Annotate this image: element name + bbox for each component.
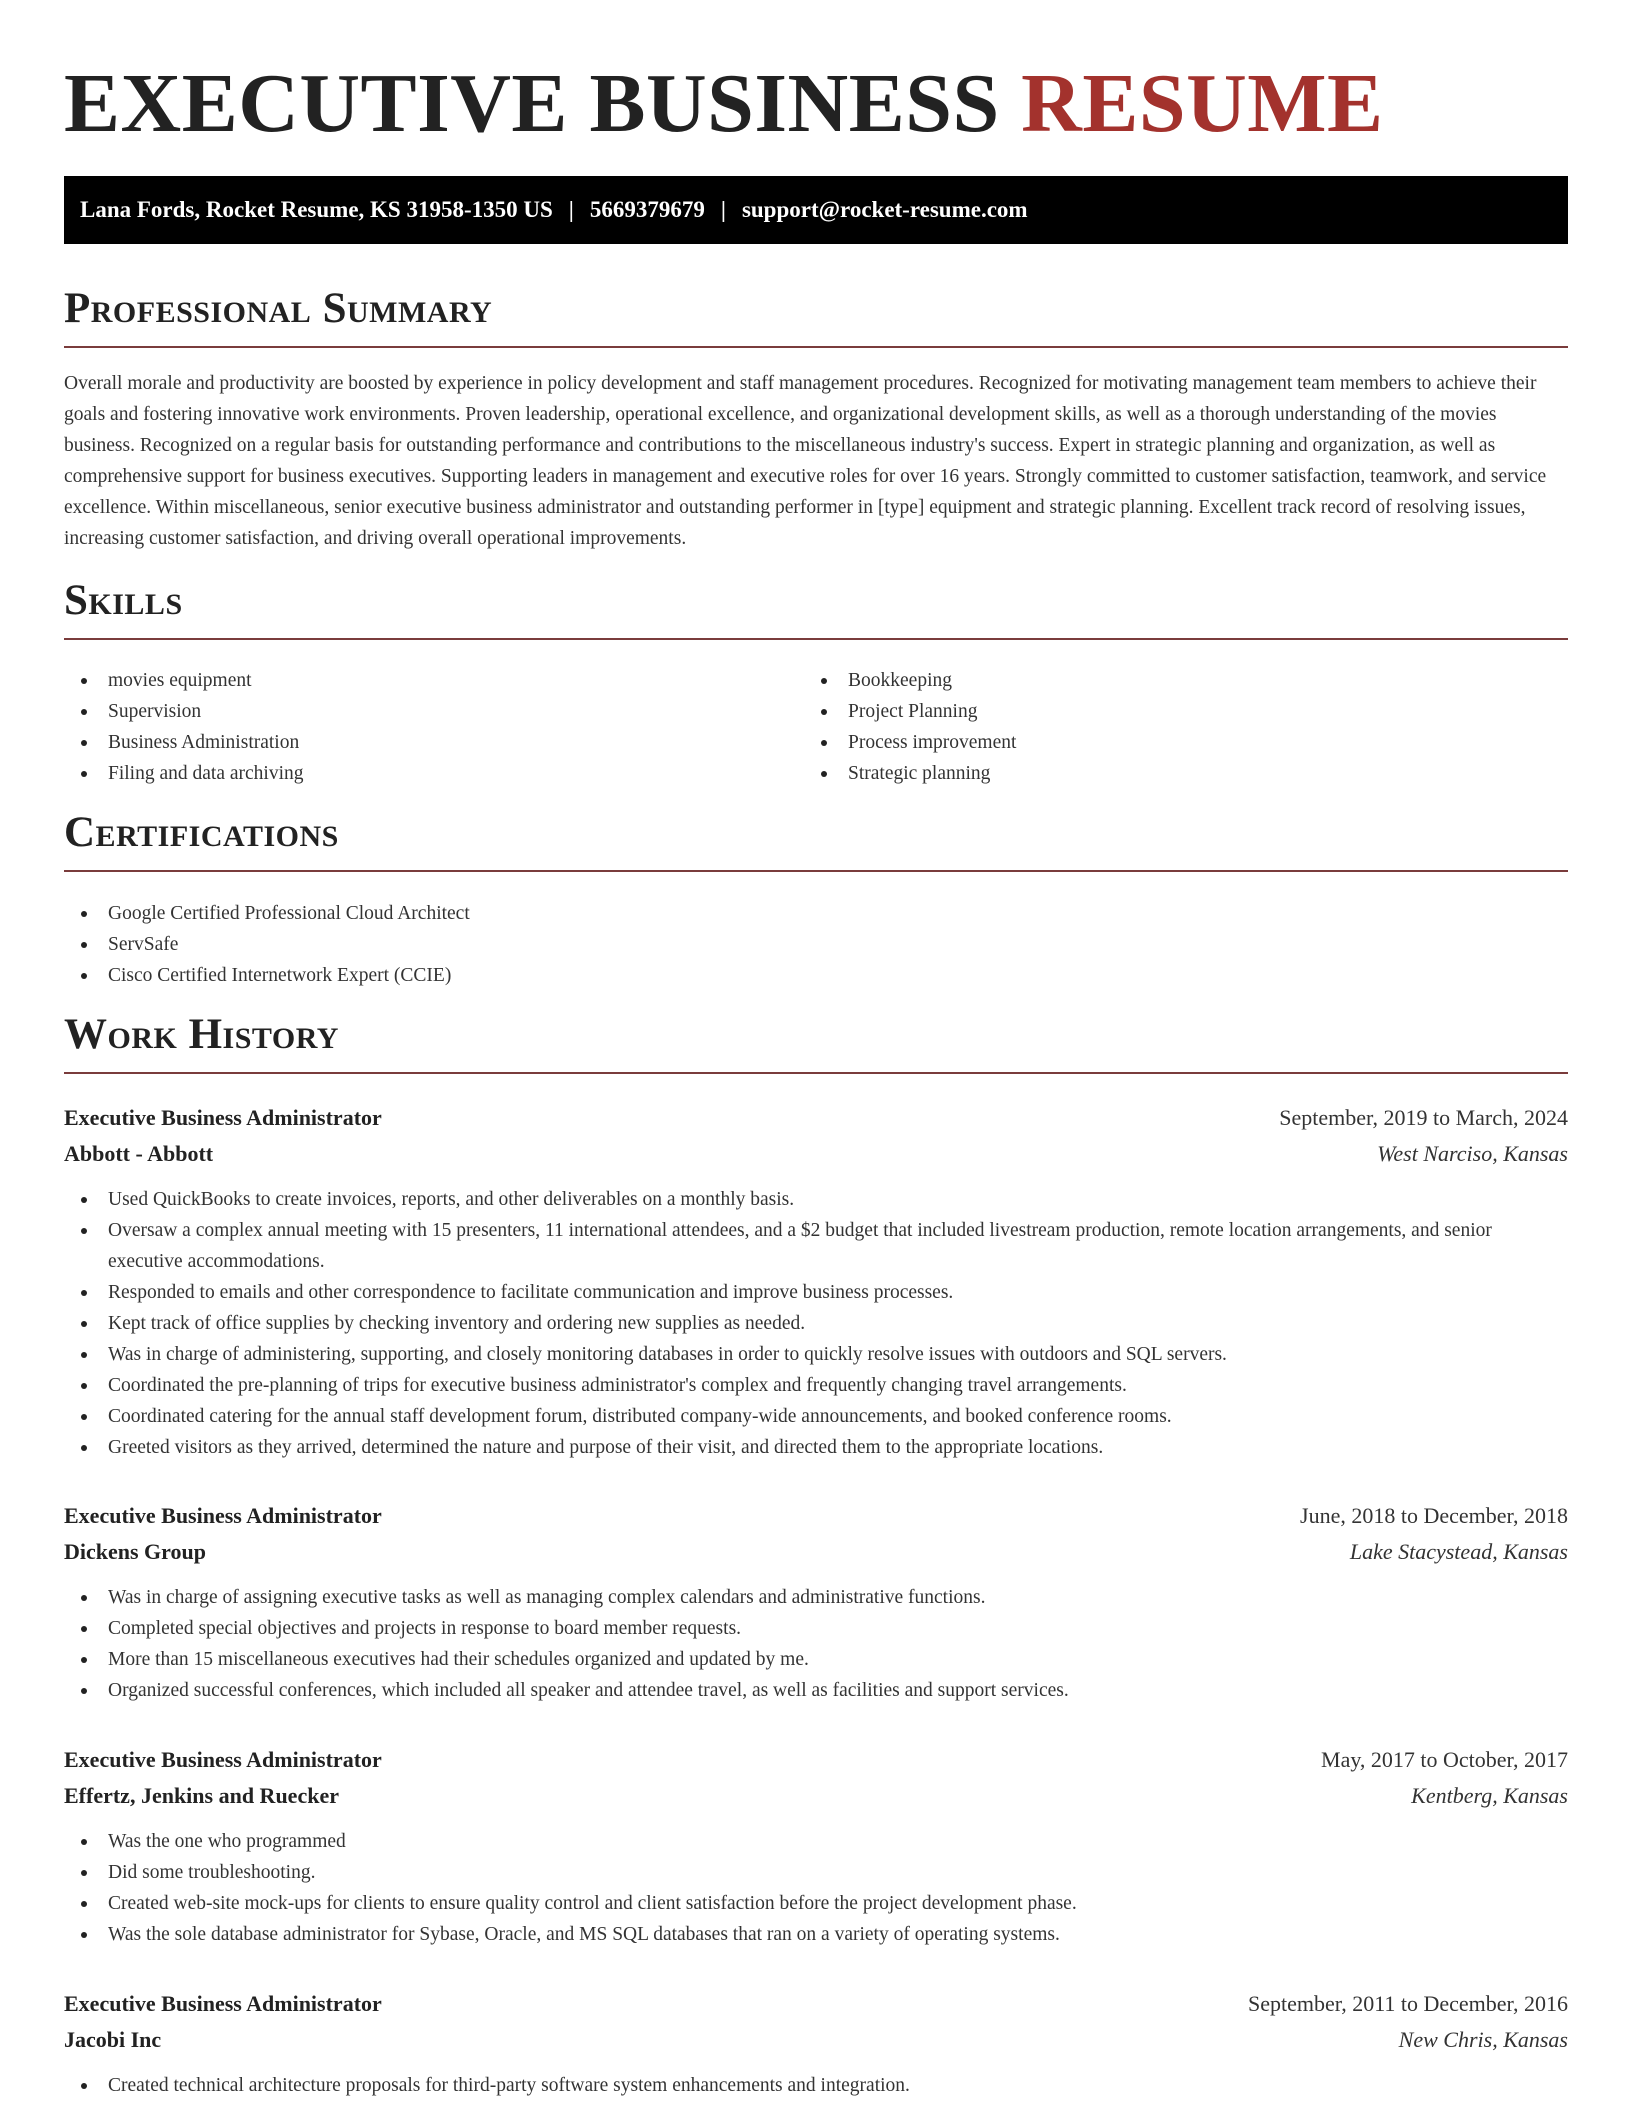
job-bullet: Coordinated the pre-planning of trips for executive business administrator's complex and frequently changing travel arrangements.	[64, 1370, 1568, 1401]
job-bullets	[64, 1826, 1568, 1950]
job-company-row	[64, 1136, 1568, 1172]
contact-phone: 5669379679	[589, 197, 705, 222]
job-header-row	[64, 1742, 1568, 1778]
contact-email: support@rocket-resume.com	[741, 197, 1028, 222]
job-header-row	[64, 1986, 1568, 2022]
summary-heading: Professional Summary	[64, 282, 1568, 348]
skills-list-left	[64, 665, 804, 789]
job-bullet: Did some troubleshooting.	[64, 1857, 1568, 1888]
contact-separator: |	[720, 197, 726, 222]
job-company-row	[64, 1534, 1568, 1570]
job-bullets	[64, 1184, 1568, 1463]
contact-separator: |	[568, 197, 574, 222]
certification-item: Google Certified Professional Cloud Architect	[64, 898, 1568, 929]
job-dates: June, 2018 to December, 2018	[1300, 1503, 1568, 1528]
contact-bar	[64, 176, 1568, 244]
job-bullet: Responded to emails and other correspondence to facilitate communication and improve business processes.	[64, 1277, 1568, 1308]
job-bullet: Oversaw a complex annual meeting with 15 presenters, 11 international attendees, and a $2 budget that included livestream production, remote location arrangements, and senior executive accommodations.	[64, 1215, 1568, 1277]
job-company-row	[64, 2022, 1568, 2058]
work-history-heading: Work History	[64, 1008, 1568, 1074]
certifications-heading: Certifications	[64, 806, 1568, 872]
job-bullet: Created web-site mock-ups for clients to ensure quality control and client satisfaction before the project development phase.	[64, 1888, 1568, 1919]
job-header-row	[64, 1100, 1568, 1136]
certification-item: Cisco Certified Internetwork Expert (CCIE)	[64, 960, 1568, 991]
job-bullet: Organized successful conferences, which included all speaker and attendee travel, as well as facilities and support services.	[64, 1675, 1568, 1706]
job-company-row	[64, 1778, 1568, 1814]
job-bullet: Was in charge of assigning executive tasks as well as managing complex calendars and administrative functions.	[64, 1582, 1568, 1613]
job-entry	[64, 1986, 1568, 2101]
job-company: Jacobi Inc	[64, 2027, 162, 2052]
skills-list-right	[804, 665, 1544, 789]
job-dates: May, 2017 to October, 2017	[1321, 1747, 1568, 1772]
title-main: EXECUTIVE BUSINESS	[64, 57, 1000, 150]
job-company: Abbott - Abbott	[64, 1141, 214, 1166]
skill-item: Filing and data archiving	[64, 758, 804, 789]
job-location: Kentberg, Kansas	[1411, 1783, 1568, 1808]
skill-item: Process improvement	[804, 727, 1544, 758]
job-bullet: Used QuickBooks to create invoices, reports, and other deliverables on a monthly basis.	[64, 1184, 1568, 1215]
skill-item: Business Administration	[64, 727, 804, 758]
job-company: Effertz, Jenkins and Ruecker	[64, 1783, 339, 1808]
job-company: Dickens Group	[64, 1539, 207, 1564]
job-dates: September, 2019 to March, 2024	[1279, 1105, 1568, 1130]
job-bullet: Created technical architecture proposals for third-party software system enhancements and integration.	[64, 2070, 1568, 2101]
job-title: Executive Business Administrator	[64, 1105, 382, 1130]
job-title: Executive Business Administrator	[64, 1747, 382, 1772]
job-bullet: Kept track of office supplies by checking inventory and ordering new supplies as needed.	[64, 1308, 1568, 1339]
skill-item: movies equipment	[64, 665, 804, 696]
job-bullet: More than 15 miscellaneous executives had their schedules organized and updated by me.	[64, 1644, 1568, 1675]
job-bullets	[64, 2070, 1568, 2101]
skill-item: Project Planning	[804, 696, 1544, 727]
job-title: Executive Business Administrator	[64, 1991, 382, 2016]
job-location: Lake Stacystead, Kansas	[1349, 1539, 1568, 1564]
skills-heading: Skills	[64, 574, 1568, 640]
title-accent: RESUME	[1021, 57, 1384, 150]
job-location: West Narciso, Kansas	[1377, 1141, 1568, 1166]
job-entry	[64, 1498, 1568, 1706]
job-entry	[64, 1742, 1568, 1950]
job-title: Executive Business Administrator	[64, 1503, 382, 1528]
certifications-list	[64, 898, 1568, 991]
skill-item: Bookkeeping	[804, 665, 1544, 696]
job-entry	[64, 1100, 1568, 1463]
job-bullet: Completed special objectives and projects in response to board member requests.	[64, 1613, 1568, 1644]
skill-item: Strategic planning	[804, 758, 1544, 789]
skill-item: Supervision	[64, 696, 804, 727]
job-bullet: Was the sole database administrator for Sybase, Oracle, and MS SQL databases that ran on a variety of operating systems.	[64, 1919, 1568, 1950]
job-bullets	[64, 1582, 1568, 1706]
job-bullet: Coordinated catering for the annual staff development forum, distributed company-wide announcements, and booked conference rooms.	[64, 1401, 1568, 1432]
contact-address: Lana Fords, Rocket Resume, KS 31958-1350 US	[80, 197, 553, 222]
job-bullet: Was in charge of administering, supporting, and closely monitoring databases in order to quickly resolve issues with outdoors and SQL servers.	[64, 1339, 1568, 1370]
job-location: New Chris, Kansas	[1398, 2027, 1568, 2052]
certification-item: ServSafe	[64, 929, 1568, 960]
job-dates: September, 2011 to December, 2016	[1248, 1991, 1568, 2016]
summary-text: Overall morale and productivity are boosted by experience in policy development and staff management procedures. Recognized for motivating management team members to achieve their goals and fostering innovative work environments. Proven leadership, operational excellence, and organizational development skills, as well as a thorough understanding of the movies business. Recognized on a regular basis for outstanding performance and contributions to the miscellaneous industry's success. Expert in strategic planning and organization, as well as comprehensive support for business executives. Supporting leaders in management and executive roles for over 16 years. Strongly committed to customer satisfaction, teamwork, and service excellence. Within miscellaneous, senior executive business administrator and outstanding performer in [type] equipment and strategic planning. Excellent track record of resolving issues, increasing customer satisfaction, and driving overall operational improvements.	[64, 373, 1547, 549]
job-bullet: Greeted visitors as they arrived, determined the nature and purpose of their visit, and directed them to the appropriate locations.	[64, 1432, 1568, 1463]
job-bullet: Was the one who programmed	[64, 1826, 1568, 1857]
job-header-row	[64, 1498, 1568, 1534]
resume-title	[64, 54, 1384, 154]
